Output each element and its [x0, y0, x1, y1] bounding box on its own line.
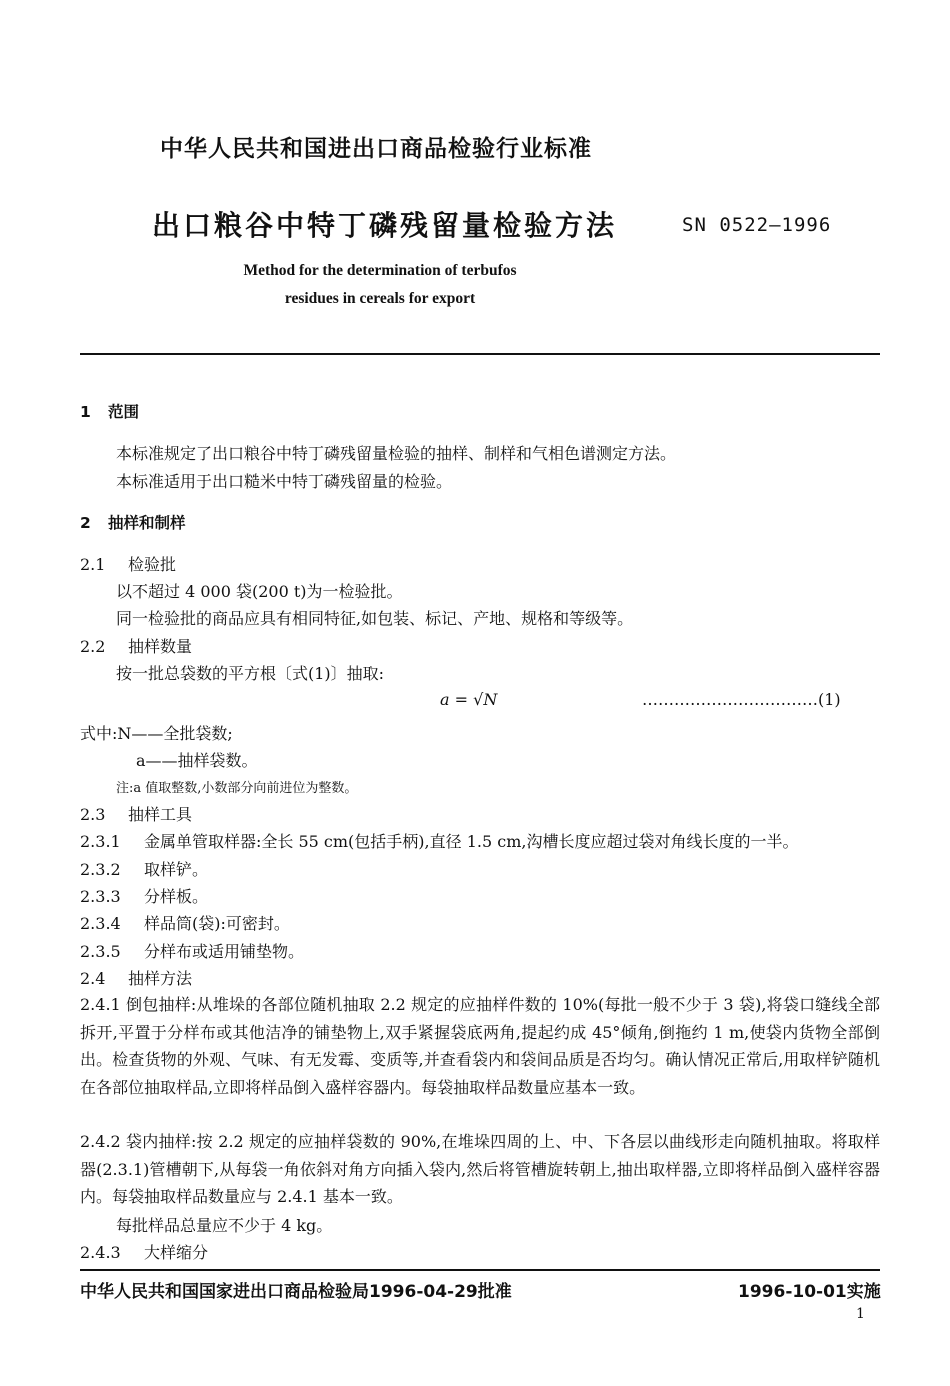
item-number: 2.3.5 [80, 942, 121, 961]
subsection-2-2-heading [80, 633, 192, 660]
item-number: 2.3.4 [80, 914, 121, 933]
section-number: 2 [80, 514, 91, 532]
implementation-date: 1996-10-01实施 [738, 1282, 881, 1302]
sample-size-formula: a = √N [440, 690, 498, 709]
item-text: 分样布或适用铺垫物。 [144, 942, 305, 961]
item-2-3-2 [80, 856, 208, 883]
document-title: 出口粮谷中特丁磷残留量检验方法 [152, 209, 618, 242]
item-2-4-1-paragraph: 2.4.1 倒包抽样:从堆垛的各部位随机抽取 2.2 规定的应抽样件数的 10%(每批一般不少于 3 袋),将袋口缝线全部拆开,平置于分样布或其他洁净的铺垫物上,双手紧握袋底两角,提起约成 45°倾角,倒拖约 1 m,使袋内货物全部倒出。检查货物的外观、气味、有无发霉、变质等,并查看袋内和袋间品质是否均匀。确认情况正常后,用取样铲随机在各部位抽取样品,立即将样品倒入盛样容器内。每袋抽取样品数量应基本一致。 [80, 995, 880, 1097]
formula-note: 注:a 值取整数,小数部分向前进位为整数。 [116, 781, 358, 796]
item-text: 样品筒(袋):可密封。 [144, 914, 290, 933]
formula-number: ……………………………(1) [642, 690, 841, 709]
subsection-title: 抽样数量 [128, 637, 193, 656]
standard-code: SN 0522—1996 [682, 214, 832, 236]
item-number: 2.4.3 [80, 1243, 121, 1262]
subsection-number: 2.1 [80, 555, 106, 574]
formula-where-line-2: a——抽样袋数。 [136, 751, 258, 770]
item-2-4-3-heading [80, 1239, 208, 1266]
approval-statement: 中华人民共和国国家进出口商品检验局1996-04-29批准 [80, 1282, 512, 1302]
section-2-heading [80, 510, 186, 537]
subsection-number: 2.3 [80, 805, 106, 824]
subsection-2-3-heading [80, 801, 192, 828]
item-2-3-1 [80, 828, 798, 855]
section-1-paragraph-1: 本标准规定了出口粮谷中特丁磷残留量检验的抽样、制样和气相色谱测定方法。 [116, 444, 677, 463]
footer-divider [80, 1269, 880, 1271]
section-title: 抽样和制样 [108, 514, 186, 532]
subsection-number: 2.4 [80, 969, 106, 988]
item-title: 大样缩分 [144, 1243, 209, 1262]
item-2-4-2-paragraph-2: 每批样品总量应不少于 4 kg。 [116, 1216, 333, 1235]
subsection-number: 2.2 [80, 637, 106, 656]
item-text: 金属单管取样器:全长 55 cm(包括手柄),直径 1.5 cm,沟槽长度应超过袋对角线长度的一半。 [144, 832, 799, 851]
item-number: 2.3.3 [80, 887, 121, 906]
page-number: 1 [856, 1306, 865, 1322]
item-2-3-3 [80, 883, 208, 910]
subsection-title: 抽样工具 [128, 805, 193, 824]
item-number: 2.3.1 [80, 832, 121, 851]
item-text: 取样铲。 [144, 860, 209, 879]
section-title: 范围 [108, 403, 140, 421]
subsection-2-1-heading [80, 551, 176, 578]
subsection-2-1-paragraph-2: 同一检验批的商品应具有相同特征,如包装、标记、产地、规格和等级等。 [116, 609, 634, 628]
subsection-title: 抽样方法 [128, 969, 193, 988]
item-2-4-2-paragraph: 2.4.2 袋内抽样:按 2.2 规定的应抽样袋数的 90%,在堆垛四周的上、中、下各层以曲线形走向随机抽取。将取样器(2.3.1)管槽朝下,从每袋一角依斜对角方向插入袋内,然后将管槽旋转朝上,抽出取样器,立即将样品倒入盛样容器内。每袋抽取样品数量应与 2.4.1 基本一致。 [80, 1132, 880, 1207]
item-2-3-5 [80, 938, 304, 965]
section-number: 1 [80, 403, 91, 421]
formula-where-line-1: 式中:N——全批袋数; [80, 724, 233, 743]
subsection-2-2-paragraph: 按一批总袋数的平方根〔式(1)〕抽取: [116, 664, 385, 683]
item-2-3-4 [80, 910, 290, 937]
subsection-2-4-heading [80, 965, 192, 992]
subsection-title: 检验批 [128, 555, 177, 574]
section-1-heading [80, 399, 139, 426]
header-divider [80, 353, 880, 355]
section-1-paragraph-2: 本标准适用于出口糙米中特丁磷残留量的检验。 [116, 472, 453, 491]
english-title-line1: Method for the determination of terbufos [243, 262, 517, 279]
item-text: 分样板。 [144, 887, 209, 906]
subsection-2-1-paragraph-1: 以不超过 4 000 袋(200 t)为一检验批。 [116, 582, 403, 601]
agency-standard-heading: 中华人民共和国进出口商品检验行业标准 [160, 136, 592, 162]
english-title-line2: residues in cereals for export [284, 290, 476, 307]
item-number: 2.3.2 [80, 860, 121, 879]
